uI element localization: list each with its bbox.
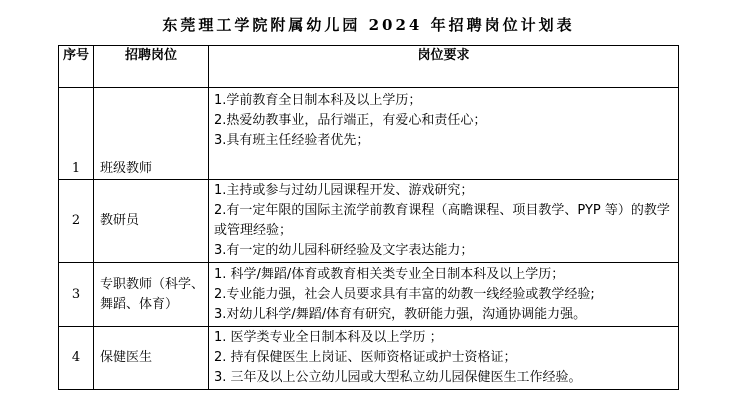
requirement-item: 3.有一定的幼儿园科研经验及文字表达能力； (214, 243, 474, 258)
table-row (59, 180, 679, 263)
row-requirements (209, 180, 679, 263)
table-row (59, 327, 679, 390)
header-position: 招聘岗位 (94, 46, 209, 88)
requirement-item: 1.学前教育全日制本科及以上学历； (214, 93, 422, 108)
page-title: 东莞理工学院附属幼儿园 2024 年招聘岗位计划表 (162, 16, 575, 34)
requirement-item: 1.主持或参与过幼儿园课程开发、游戏研究； (214, 183, 474, 198)
table-row (59, 88, 679, 180)
row-requirements (209, 88, 679, 180)
row-number: 3 (59, 263, 94, 327)
requirement-item: 1. 科学/舞蹈/体育或教育相关类专业全日制本科及以上学历； (214, 266, 565, 282)
table-header-row (59, 46, 679, 88)
requirement-item: 3.对幼儿科学/舞蹈/体育有研究，教研能力强，沟通协调能力强。 (214, 306, 587, 322)
row-number: 2 (59, 180, 94, 263)
requirement-item: 3.具有班主任经验者优先； (214, 133, 370, 148)
requirement-item: 2.热爱幼教事业，品行端正，有爱心和责任心； (214, 113, 487, 128)
header-number: 序号 (59, 46, 94, 88)
row-position: 教研员 (94, 180, 209, 263)
row-number: 1 (59, 88, 94, 180)
row-number: 4 (59, 327, 94, 390)
row-requirements (209, 263, 679, 327)
requirement-item: 1. 医学类专业全日制本科及以上学历 ； (214, 330, 443, 345)
row-requirements (209, 327, 679, 390)
table-row (59, 263, 679, 327)
requirement-item: 3. 三年及以上公立幼儿园或大型私立幼儿园保健医生工作经验。 (214, 370, 582, 385)
requirement-item: 2.有一定年限的国际主流学前教育课程（高瞻课程、项目教学、PYP 等）的教学或管理经验； (214, 203, 670, 238)
header-requirements: 岗位要求 (209, 46, 679, 88)
row-position: 班级教师 (94, 88, 209, 180)
row-position: 保健医生 (94, 327, 209, 390)
requirement-item: 2.专业能力强，社会人员要求具有丰富的幼教一线经验或教学经验; (214, 286, 595, 302)
requirement-item: 2. 持有保健医生上岗证、医师资格证或护士资格证； (214, 350, 517, 365)
row-position: 专职教师（科学、舞蹈、体育） (94, 263, 209, 327)
recruitment-table (58, 45, 679, 390)
